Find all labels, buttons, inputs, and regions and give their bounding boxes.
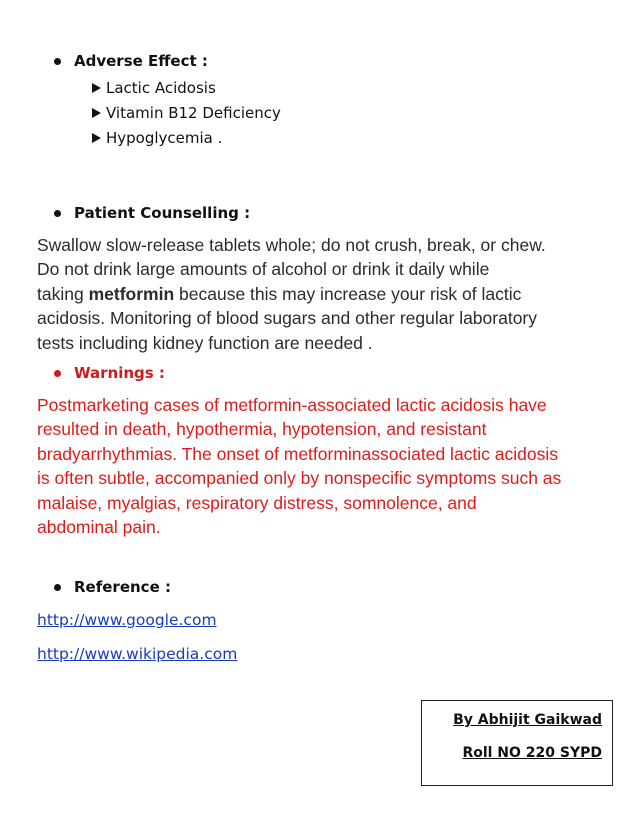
reference-link-google[interactable]: http://www.google.com [37,611,217,629]
counselling-line: Do not drink large amounts of alcohol or drink it daily while [37,259,490,280]
arrow-bullet-icon [92,108,101,118]
patient-counselling-title: Patient Counselling : [74,204,251,222]
bullet-icon [54,584,61,591]
roll-number: Roll NO 220 SYPD [462,745,602,761]
adverse-item [92,129,222,147]
adverse-item [92,79,216,97]
adverse-item-label: Hypoglycemia . [106,129,223,147]
reference-title: Reference : [74,578,171,596]
adverse-item-label: Vitamin B12 Deficiency [106,104,281,122]
adverse-effect-title: Adverse Effect : [74,52,208,70]
warning-line: abdominal pain. [37,517,161,538]
adverse-item [92,104,281,122]
bullet-icon [54,370,61,377]
warnings-paragraph [37,393,617,539]
warning-line: is often subtle, accompanied only by nonspecific symptoms such as [37,468,562,489]
drug-name: metformin [88,283,175,304]
bullet-icon [54,210,61,217]
warnings-title: Warnings : [74,364,165,382]
arrow-bullet-icon [92,133,101,143]
reference-link-wikipedia[interactable]: http://www.wikipedia.com [37,645,238,663]
author-name: By Abhijit Gaikwad [453,712,602,728]
counselling-line: Swallow slow-release tablets whole; do not crush, break, or chew. [37,235,546,255]
counselling-text: taking [37,283,84,304]
bullet-icon [54,58,61,65]
warning-line: resulted in death, hypothermia, hypotension, and resistant [37,419,487,440]
adverse-effect-heading [54,52,208,70]
reference-heading [54,578,171,596]
counselling-line: tests including kidney function are needed . [37,332,373,353]
warning-line: bradyarrhythmias. The onset of metforminassociated lactic acidosis [37,443,559,464]
arrow-bullet-icon [92,83,101,93]
warning-line: Postmarketing cases of metformin-associated lactic acidosis have [37,395,547,415]
counselling-line: acidosis. Monitoring of blood sugars and other regular laboratory [37,308,538,329]
counselling-text: because this may increase your risk of lactic [179,283,522,304]
adverse-item-label: Lactic Acidosis [106,79,216,97]
warnings-heading [54,364,165,382]
counselling-line [37,282,612,306]
warning-line: malaise, myalgias, respiratory distress, somnolence, and [37,492,477,513]
counselling-paragraph [37,233,612,355]
patient-counselling-heading [54,204,250,222]
signature-box [421,700,613,786]
